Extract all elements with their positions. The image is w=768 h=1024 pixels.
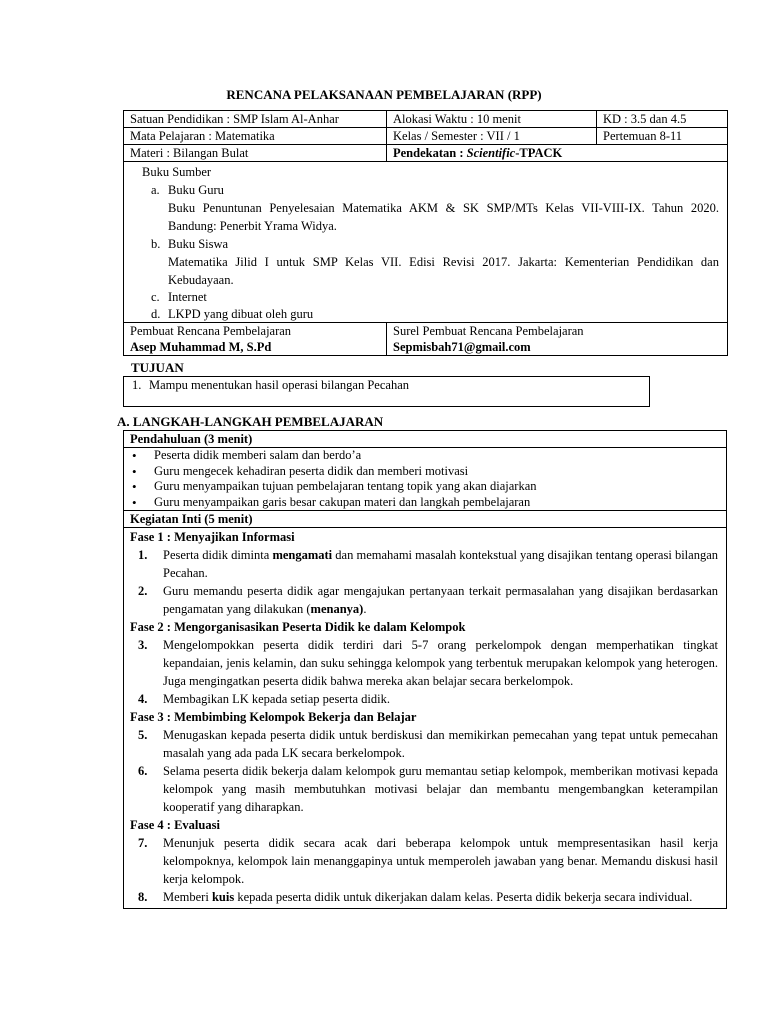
step-number: 8. [138, 890, 148, 904]
sumber-label: Buku Siswa [168, 237, 229, 251]
table-row [124, 111, 728, 128]
table-row [124, 323, 728, 356]
identity-table [123, 110, 728, 356]
list-item [130, 762, 718, 816]
buku-sumber-list [132, 181, 719, 322]
satuan-pendidikan-cell: Satuan Pendidikan : SMP Islam Al-Anhar [124, 111, 387, 128]
fase-3-heading: Fase 3 : Membimbing Kelompok Bekerja dan Belajar [130, 710, 417, 724]
step-number: 3. [138, 638, 148, 652]
surel-email: Sepmisbah71@gmail.com [393, 340, 531, 354]
step-text: Selama peserta didik bekerja dalam kelompok guru memantau setiap kelompok, memberikan motivasi kepada kelompok yang masih membutuhkan motivasi belajar dan membantu mengembangkan keterampilan kooperatif yang diharapkan. [163, 764, 718, 814]
pendekatan-label: Pendekatan : [393, 146, 467, 160]
step-keyword: menanya) [310, 602, 364, 616]
pembuat-label: Pembuat Rencana Pembelajaran [130, 324, 292, 338]
sumber-label: Internet [168, 290, 207, 304]
list-item [130, 582, 718, 618]
pendekatan-scientific: Scientific [466, 146, 516, 160]
surel-cell [387, 323, 728, 356]
list-item [130, 834, 718, 888]
pendahuluan-heading: Pendahuluan (3 menit) [124, 431, 727, 448]
table-row [124, 511, 727, 528]
tujuan-number: 1. [132, 378, 142, 392]
sumber-detail: Buku Penuntunan Penyelesaian Matematika AKM & SK SMP/MTs Kelas VII-VIII-IX. Tahun 2020. Bandung: Penerbit Yrama Widya. [168, 201, 719, 233]
table-row [124, 528, 727, 909]
step-number: 2. [138, 584, 148, 598]
pertemuan-cell: Pertemuan 8-11 [597, 128, 728, 145]
step-number: 1. [138, 548, 148, 562]
fase-3-list [130, 726, 718, 816]
table-row [124, 448, 727, 511]
list-item: • Guru menyampaikan garis besar cakupan materi dan langkah pembelajaran [130, 495, 720, 511]
step-text: Menunjuk peserta didik secara acak dari beberapa kelompok untuk mempresentasikan hasil kerja kelompoknya, kelompok lain menanggapinya untuk memperoleh jawaban yang benar. Memandu diskusi hasil kerja kelompok. [163, 836, 718, 886]
alokasi-waktu-cell: Alokasi Waktu : 10 menit [387, 111, 597, 128]
list-item [135, 235, 719, 289]
pembuat-name: Asep Muhammad M, S.Pd [130, 340, 272, 354]
step-number: 5. [138, 728, 148, 742]
fase-1-heading: Fase 1 : Menyajikan Informasi [130, 530, 295, 544]
sumber-label: LKPD yang dibuat oleh guru [168, 307, 314, 321]
step-text: Mengelompokkan peserta didik terdiri dari 5-7 orang perkelompok dengan memperhatikan tingkat kepandaian, jenis kelamin, dan suku sehingga kelompok yang terbentuk merupakan kelompok yang heterogen. Juga mengingatkan peserta didik bahwa mereka akan belajar secara berkelompok. [163, 638, 718, 688]
mata-pelajaran-cell: Mata Pelajaran : Matematika [124, 128, 387, 145]
surel-label: Surel Pembuat Rencana Pembelajaran [393, 324, 584, 338]
pendekatan-tpack: -TPACK [515, 146, 563, 160]
table-row [124, 431, 727, 448]
fase-2-list [130, 636, 718, 708]
kegiatan-inti-cell [124, 528, 727, 909]
step-text: . [363, 602, 367, 616]
table-row [124, 162, 728, 323]
step-text: Peserta didik diminta [163, 548, 273, 562]
table-row [124, 128, 728, 145]
sumber-detail: Matematika Jilid I untuk SMP Kelas VII. Edisi Revisi 2017. Jakarta: Kementerian Pendidikan dan Kebudayaan. [168, 255, 719, 287]
fase-4-heading: Fase 4 : Evaluasi [130, 818, 220, 832]
list-item [130, 726, 718, 762]
table-row [124, 145, 728, 162]
pendahuluan-list [130, 448, 720, 510]
tujuan-box [123, 376, 650, 407]
kegiatan-inti-heading: Kegiatan Inti (5 menit) [124, 511, 727, 528]
tujuan-item: Mampu menentukan hasil operasi bilangan Pecahan [149, 378, 409, 392]
fase-1-list [130, 546, 718, 618]
list-item [130, 690, 718, 708]
pendekatan-cell [387, 145, 728, 162]
steps-table [123, 430, 727, 909]
list-item [135, 289, 719, 306]
list-item [130, 636, 718, 690]
step-keyword: kuis [211, 890, 235, 904]
step-text: dan memahami masalah kontekstual yang disajikan tentang operasi bilangan Pecahan. [163, 548, 719, 580]
step-text: kepada peserta didik untuk dikerjakan dalam kelas. Peserta didik bekerja secara individual. [234, 890, 693, 904]
sumber-label: Buku Guru [168, 183, 224, 197]
step-text: Memberi [163, 890, 212, 904]
step-text: Guru memandu peserta didik agar mengajukan pertanyaan terkait permasalahan yang disajikan berdasarkan pengamatan yang dilakukan ( [163, 584, 718, 616]
list-marker: a. [151, 183, 160, 197]
pendahuluan-cell [124, 448, 727, 511]
fase-2-heading: Fase 2 : Mengorganisasikan Peserta Didik ke dalam Kelompok [130, 620, 466, 634]
list-marker: d. [151, 307, 161, 321]
list-item [130, 888, 718, 906]
step-text: Membagikan LK kepada setiap peserta didik. [163, 692, 391, 706]
step-number: 4. [138, 692, 148, 706]
step-text: Menugaskan kepada peserta didik untuk berdiskusi dan memikirkan pemecahan yang tepat untuk pemecahan masalah yang ada pada LK secara berkelompok. [163, 728, 718, 760]
list-item: • Peserta didik memberi salam dan berdo’a [130, 448, 720, 464]
list-item [130, 546, 718, 582]
document-title: RENCANA PELAKSANAAN PEMBELAJARAN (RPP) [226, 87, 542, 102]
kd-cell: KD : 3.5 dan 4.5 [597, 111, 728, 128]
list-marker: b. [151, 237, 161, 251]
materi-cell: Materi : Bilangan Bulat [124, 145, 387, 162]
list-item: • Guru mengecek kehadiran peserta didik dan memberi motivasi [130, 464, 720, 480]
step-number: 6. [138, 764, 148, 778]
kelas-semester-cell: Kelas / Semester : VII / 1 [387, 128, 597, 145]
buku-sumber-title: Buku Sumber [142, 165, 212, 179]
list-item [135, 306, 719, 322]
buku-sumber-cell [124, 162, 728, 323]
step-keyword: mengamati [272, 548, 333, 562]
list-item [135, 181, 719, 235]
fase-4-list [130, 834, 718, 906]
tujuan-heading: TUJUAN [131, 360, 184, 375]
step-number: 7. [138, 836, 148, 850]
list-item: • Guru menyampaikan tujuan pembelajaran tentang topik yang akan diajarkan [130, 479, 720, 495]
list-marker: c. [151, 290, 160, 304]
section-a-heading: A. LANGKAH-LANGKAH PEMBELAJARAN [117, 414, 384, 429]
pembuat-cell [124, 323, 387, 356]
